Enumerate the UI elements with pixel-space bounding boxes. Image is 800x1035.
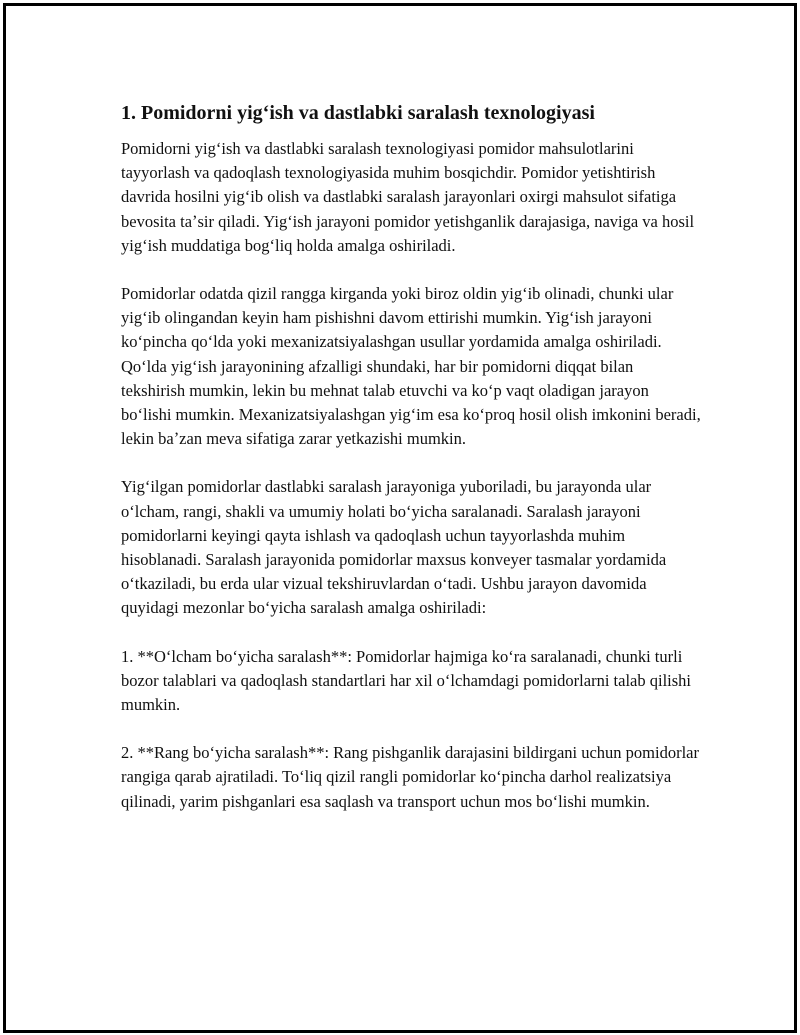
- list-item-size-sorting: 1. **O‘lcham bo‘yicha saralash**: Pomidorlar hajmiga ko‘ra saralanadi, chunki turli bozor talablari va qadoqlash standartlari har xil o‘lchamdagi pomidorlarni talab qilishi mumkin.: [121, 646, 691, 715]
- paragraph-intro: Pomidorni yig‘ish va dastlabki saralash texnologiyasi pomidor mahsulotlarini tayyorlash va qadoqlash texnologiyasida muhim bosqichdir. Pomidor yetishtirish davrida hosilni yig‘ib olish va dastlabki saralash jarayonlari oxirgi mahsulot sifatiga bevosita taʼsir qiladi. Yig‘ish jarayoni pomidor yetishganlik darajasiga, naviga va hosil yig‘ish muddatiga bog‘liq holda amalga oshiriladi.: [121, 139, 695, 255]
- document-body: [121, 99, 701, 838]
- paragraph-sorting: Yig‘ilgan pomidorlar dastlabki saralash jarayoniga yuboriladi, bu jarayonda ular o‘lcham, rangi, shakli va umumiy holati bo‘yicha saralanadi. Saralash jarayoni pomidorlarni keyingi qayta ishlash va qadoqlash uchun tayyorlashda muhim hisoblanadi. Saralash jarayonida pomidorlar maxsus konveyer tasmalar yordamida o‘tkaziladi, bu erda ular vizual tekshiruvlardan o‘tadi. Ushbu jarayon davomida quyidagi mezonlar bo‘yicha saralash amalga oshiriladi:: [121, 477, 667, 618]
- page-frame: [3, 3, 797, 1033]
- list-item-color-sorting: 2. **Rang bo‘yicha saralash**: Rang pishganlik darajasini bildirgani uchun pomidorlar rangiga qarab ajratiladi. To‘liq qizil rangli pomidorlar ko‘pincha darhol realizatsiya qilinadi, yarim pishganlari esa saqlash va transport uchun mos bo‘lishi mumkin.: [121, 743, 699, 811]
- paragraph-harvesting: Pomidorlar odatda qizil rangga kirganda yoki biroz oldin yig‘ib olinadi, chunki ular yig‘ib olingandan keyin ham pishishni davom ettirishi mumkin. Yig‘ish jarayoni ko‘pincha qo‘lda yoki mexanizatsiyalashgan usullar yordamida amalga oshiriladi. Qo‘lda yig‘ish jarayonining afzalligi shundaki, har bir pomidorni diqqat bilan tekshirish mumkin, lekin bu mehnat talab etuvchi va ko‘p vaqt oladigan jarayon bo‘lishi mumkin. Mexanizatsiyalashgan yig‘im esa ko‘proq hosil olish imkonini beradi, lekin baʼzan meva sifatiga zarar yetkazishi mumkin.: [121, 284, 701, 449]
- document-title: 1. Pomidorni yig‘ish va dastlabki saralash texnologiyasi: [121, 102, 595, 124]
